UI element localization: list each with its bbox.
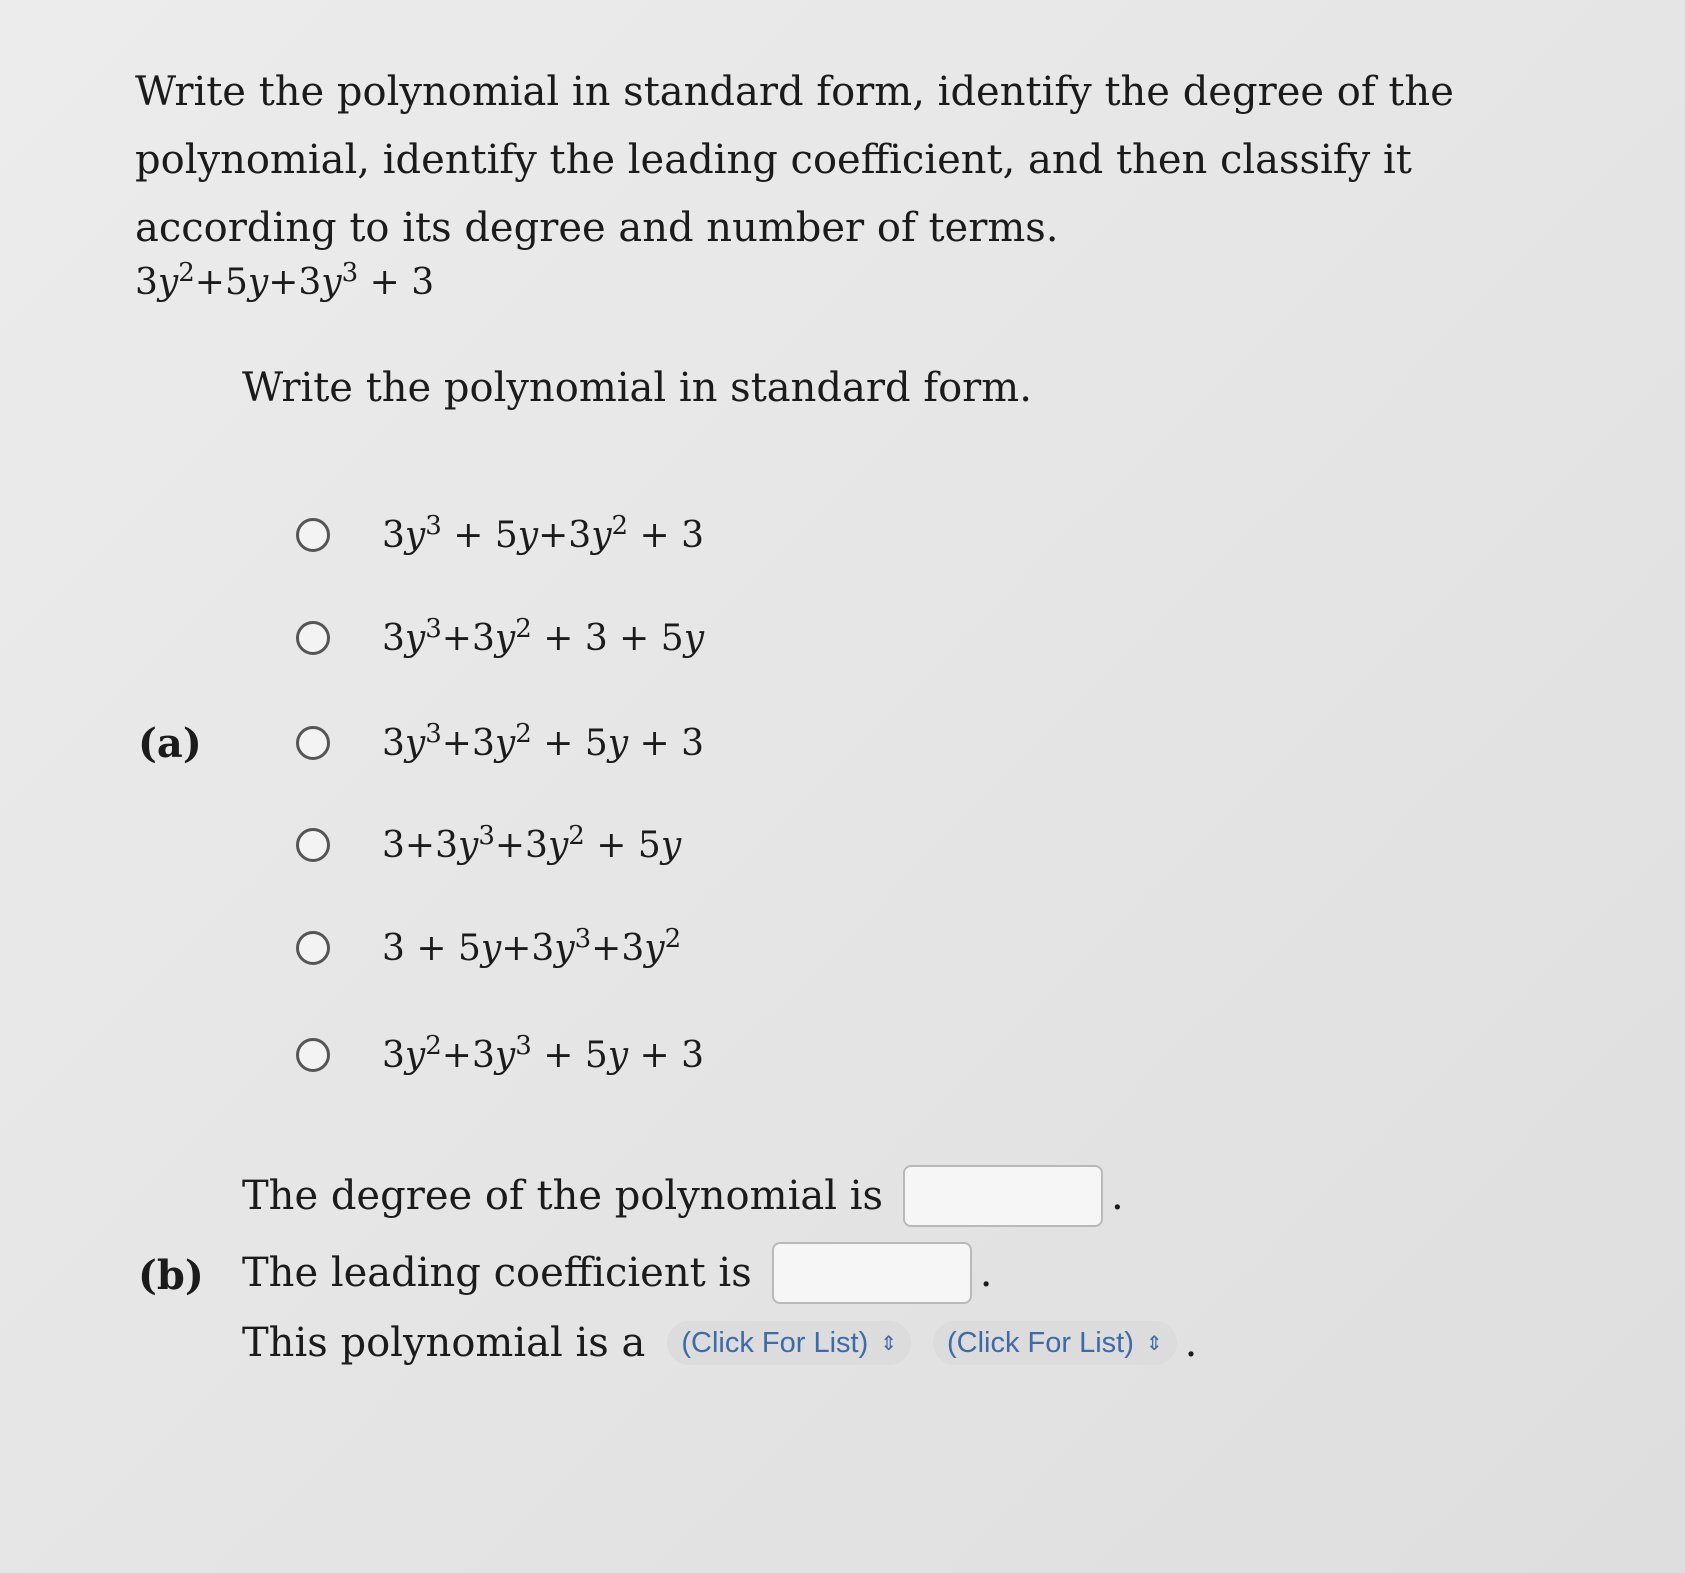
part-a-prompt: Write the polynomial in standard form.	[242, 365, 1032, 411]
degree-input[interactable]	[903, 1165, 1103, 1227]
classify-text: This polynomial is a	[242, 1320, 646, 1366]
period: .	[1184, 1320, 1198, 1366]
degree-text: The degree of the polynomial is	[242, 1173, 884, 1219]
part-a-label: (a)	[138, 720, 202, 767]
period: .	[979, 1250, 993, 1296]
radio-button[interactable]	[296, 1038, 330, 1072]
degree-line	[242, 1165, 1124, 1227]
terms-class-dropdown[interactable]: (Click For List) ⇕	[933, 1321, 1177, 1365]
radio-button[interactable]	[296, 931, 330, 965]
option-3[interactable]	[296, 713, 704, 773]
classify-line	[242, 1320, 1197, 1366]
degree-class-dropdown[interactable]: (Click For List) ⇕	[667, 1321, 911, 1365]
polynomial-expression: $3y^2+5y+3y^3 + 3$	[135, 258, 435, 303]
chevron-up-down-icon: ⇕	[1145, 1332, 1163, 1355]
option-6[interactable]	[296, 1025, 704, 1085]
leading-text: The leading coefficient is	[242, 1250, 752, 1296]
option-expression: $3y^2+3y^3 + 5y + 3$	[382, 1030, 705, 1076]
period: .	[1111, 1173, 1124, 1219]
option-expression: $3y^3+3y^2 + 3 + 5y$	[382, 613, 705, 659]
option-expression: $3 + 5y+3y^3+3y^2$	[382, 923, 682, 969]
option-2[interactable]	[296, 608, 704, 668]
radio-button[interactable]	[296, 518, 330, 552]
option-expression: $3+3y^3+3y^2 + 5y$	[382, 820, 682, 866]
part-b-label: (b)	[138, 1252, 204, 1299]
chevron-up-down-icon: ⇕	[880, 1332, 898, 1355]
option-1[interactable]	[296, 505, 704, 565]
option-5[interactable]	[296, 918, 681, 978]
radio-button[interactable]	[296, 621, 330, 655]
radio-button[interactable]	[296, 726, 330, 760]
question-text: Write the polynomial in standard form, identify the degree of the polynomial, identify the leading coefficient, and then classify it according to its degree and number of terms.	[135, 69, 1454, 251]
leading-line	[242, 1242, 992, 1304]
option-expression: $3y^3 + 5y+3y^2 + 3$	[382, 510, 705, 556]
radio-button[interactable]	[296, 828, 330, 862]
option-expression: $3y^3+3y^2 + 5y + 3$	[382, 718, 705, 764]
leading-coefficient-input[interactable]	[772, 1242, 972, 1304]
option-4[interactable]	[296, 815, 681, 875]
